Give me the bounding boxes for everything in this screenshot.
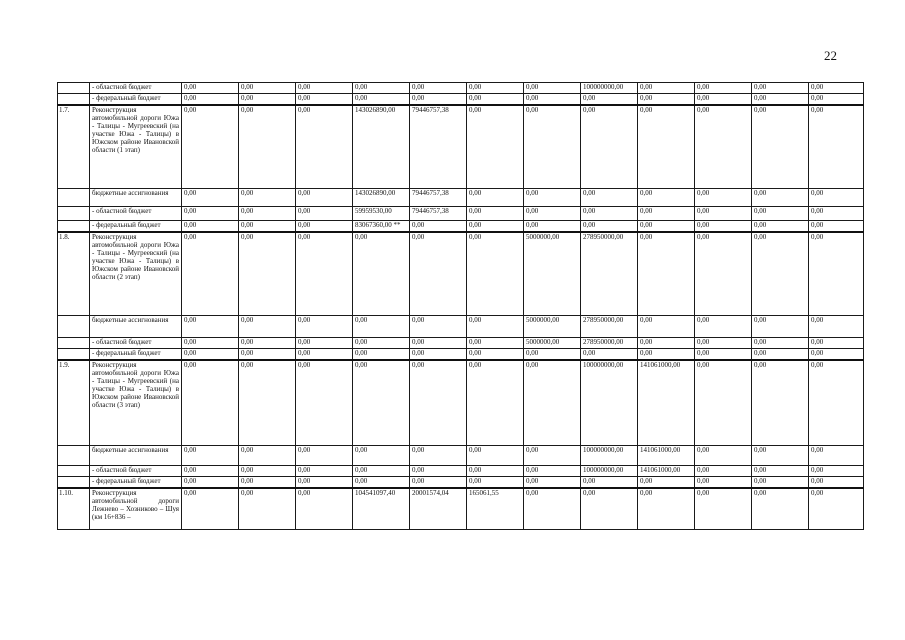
value-cell: 0,00 (695, 221, 752, 232)
value-cell: 0,00 (752, 338, 809, 349)
table-row (58, 221, 864, 232)
value-cell: 0,00 (524, 83, 581, 94)
page-number: 22 (824, 48, 837, 63)
value-cell: 0,00 (239, 105, 296, 189)
table-row (58, 349, 864, 360)
value-cell: 0,00 (752, 349, 809, 360)
table-row (58, 466, 864, 477)
value-cell: 0,00 (752, 83, 809, 94)
value-cell: 0,00 (524, 349, 581, 360)
value-cell: 0,00 (752, 221, 809, 232)
value-cell: 141061000,00 (638, 446, 695, 466)
value-cell: 59959530,00 (353, 207, 410, 221)
value-cell: 165061,55 (467, 488, 524, 530)
value-cell: 0,00 (239, 189, 296, 207)
row-name-cell: - федеральный бюджет (90, 349, 182, 360)
row-index-cell (58, 189, 90, 207)
value-cell: 0,00 (695, 232, 752, 316)
value-cell: 0,00 (296, 232, 353, 316)
row-index-cell (58, 207, 90, 221)
value-cell: 0,00 (296, 316, 353, 338)
value-cell: 100000000,00 (581, 446, 638, 466)
row-name-cell: - областной бюджет (90, 207, 182, 221)
value-cell: 0,00 (524, 189, 581, 207)
value-cell: 104541097,40 (353, 488, 410, 530)
row-index-cell: 1.7. (58, 105, 90, 189)
value-cell: 0,00 (353, 477, 410, 488)
value-cell: 0,00 (353, 349, 410, 360)
value-cell: 0,00 (296, 466, 353, 477)
value-cell: 0,00 (296, 477, 353, 488)
table-row (58, 316, 864, 338)
value-cell: 0,00 (638, 316, 695, 338)
value-cell: 0,00 (695, 360, 752, 446)
row-index-cell (58, 83, 90, 94)
value-cell: 0,00 (296, 446, 353, 466)
value-cell: 100000000,00 (581, 360, 638, 446)
value-cell: 0,00 (467, 94, 524, 105)
value-cell: 0,00 (809, 83, 864, 94)
value-cell: 0,00 (182, 477, 239, 488)
value-cell: 0,00 (410, 232, 467, 316)
table-row (58, 207, 864, 221)
value-cell: 278950000,00 (581, 232, 638, 316)
value-cell: 0,00 (581, 221, 638, 232)
value-cell: 0,00 (410, 83, 467, 94)
value-cell: 0,00 (353, 316, 410, 338)
value-cell: 0,00 (524, 221, 581, 232)
row-name-cell: - областной бюджет (90, 338, 182, 349)
value-cell: 278950000,00 (581, 316, 638, 338)
value-cell: 0,00 (524, 446, 581, 466)
row-name-cell: - федеральный бюджет (90, 477, 182, 488)
row-index-cell (58, 477, 90, 488)
value-cell: 0,00 (752, 232, 809, 316)
value-cell: 0,00 (638, 105, 695, 189)
value-cell: 0,00 (752, 207, 809, 221)
row-name-cell: - федеральный бюджет (90, 221, 182, 232)
value-cell: 0,00 (695, 466, 752, 477)
value-cell: 0,00 (581, 94, 638, 105)
value-cell: 143026890,00 (353, 105, 410, 189)
value-cell: 143026890,00 (353, 189, 410, 207)
value-cell: 0,00 (638, 349, 695, 360)
value-cell: 79446757,38 (410, 207, 467, 221)
value-cell: 0,00 (467, 83, 524, 94)
value-cell: 20001574,04 (410, 488, 467, 530)
value-cell: 0,00 (296, 338, 353, 349)
value-cell: 0,00 (695, 488, 752, 530)
value-cell: 0,00 (752, 477, 809, 488)
value-cell: 0,00 (695, 338, 752, 349)
value-cell: 0,00 (638, 221, 695, 232)
value-cell: 5000000,00 (524, 338, 581, 349)
value-cell: 0,00 (752, 189, 809, 207)
value-cell: 0,00 (182, 338, 239, 349)
table-row (58, 83, 864, 94)
row-name-cell: Реконструкция автомобильной дороги Южа - Талицы - Мугреевский (на участке Южа - Талицы) в Южском районе Ивановской области (2 этап) (90, 232, 182, 316)
value-cell: 0,00 (467, 105, 524, 189)
value-cell: 0,00 (182, 360, 239, 446)
value-cell: 0,00 (239, 94, 296, 105)
value-cell: 0,00 (752, 488, 809, 530)
row-index-cell (58, 338, 90, 349)
value-cell: 79446757,38 (410, 189, 467, 207)
value-cell: 0,00 (353, 446, 410, 466)
value-cell: 0,00 (410, 338, 467, 349)
value-cell: 0,00 (296, 207, 353, 221)
value-cell: 278950000,00 (581, 338, 638, 349)
value-cell: 0,00 (467, 232, 524, 316)
value-cell: 0,00 (809, 338, 864, 349)
value-cell: 0,00 (752, 360, 809, 446)
value-cell: 0,00 (410, 316, 467, 338)
value-cell: 0,00 (410, 94, 467, 105)
value-cell: 0,00 (296, 189, 353, 207)
row-index-cell: 1.8. (58, 232, 90, 316)
value-cell: 0,00 (182, 446, 239, 466)
value-cell: 0,00 (809, 488, 864, 530)
value-cell: 141061000,00 (638, 360, 695, 446)
value-cell: 0,00 (353, 83, 410, 94)
value-cell: 79446757,38 (410, 105, 467, 189)
row-name-cell: - областной бюджет (90, 83, 182, 94)
row-index-cell (58, 316, 90, 338)
value-cell: 0,00 (809, 105, 864, 189)
value-cell: 0,00 (581, 349, 638, 360)
value-cell: 0,00 (467, 446, 524, 466)
table-row (58, 189, 864, 207)
value-cell: 0,00 (467, 316, 524, 338)
value-cell: 0,00 (296, 360, 353, 446)
value-cell: 0,00 (239, 488, 296, 530)
value-cell: 0,00 (239, 338, 296, 349)
value-cell: 0,00 (695, 83, 752, 94)
row-index-cell (58, 466, 90, 477)
value-cell: 0,00 (182, 221, 239, 232)
value-cell: 0,00 (182, 105, 239, 189)
value-cell: 0,00 (809, 189, 864, 207)
value-cell: 0,00 (410, 466, 467, 477)
budget-table (57, 82, 864, 530)
value-cell: 0,00 (239, 221, 296, 232)
value-cell: 0,00 (182, 232, 239, 316)
value-cell: 0,00 (524, 94, 581, 105)
value-cell: 0,00 (638, 83, 695, 94)
value-cell: 0,00 (524, 105, 581, 189)
value-cell: 0,00 (638, 338, 695, 349)
row-name-cell: - областной бюджет (90, 466, 182, 477)
value-cell: 0,00 (296, 94, 353, 105)
value-cell: 0,00 (695, 349, 752, 360)
value-cell: 0,00 (638, 94, 695, 105)
value-cell: 0,00 (410, 477, 467, 488)
value-cell: 0,00 (467, 349, 524, 360)
value-cell: 0,00 (353, 338, 410, 349)
value-cell: 0,00 (296, 83, 353, 94)
value-cell: 0,00 (239, 207, 296, 221)
value-cell: 0,00 (239, 349, 296, 360)
value-cell: 100000000,00 (581, 466, 638, 477)
value-cell: 0,00 (410, 221, 467, 232)
value-cell: 0,00 (524, 477, 581, 488)
value-cell: 0,00 (695, 189, 752, 207)
row-name-cell: - федеральный бюджет (90, 94, 182, 105)
value-cell: 0,00 (182, 316, 239, 338)
row-index-cell (58, 94, 90, 105)
value-cell: 0,00 (524, 466, 581, 477)
row-index-cell (58, 446, 90, 466)
value-cell: 0,00 (581, 189, 638, 207)
value-cell: 0,00 (695, 105, 752, 189)
value-cell: 0,00 (524, 360, 581, 446)
row-name-cell: Реконструкция автомобильной дороги Южа - Талицы - Мугреевский (на участке Южа - Талицы) в Южском районе Ивановской области (3 этап) (90, 360, 182, 446)
row-name-cell: Реконструкция автомобильной дороги Лежнево – Хозниково – Шуя (км 16+836 – (90, 488, 182, 530)
value-cell: 0,00 (638, 189, 695, 207)
value-cell: 0,00 (239, 477, 296, 488)
value-cell: 0,00 (695, 446, 752, 466)
table-row (58, 360, 864, 446)
value-cell: 0,00 (467, 207, 524, 221)
value-cell: 0,00 (239, 446, 296, 466)
table-row (58, 446, 864, 466)
value-cell: 0,00 (182, 94, 239, 105)
value-cell: 0,00 (410, 360, 467, 446)
table-row (58, 488, 864, 530)
value-cell: 0,00 (182, 207, 239, 221)
value-cell: 0,00 (695, 316, 752, 338)
value-cell: 0,00 (467, 466, 524, 477)
value-cell: 0,00 (752, 105, 809, 189)
value-cell: 0,00 (410, 446, 467, 466)
value-cell: 0,00 (752, 446, 809, 466)
value-cell: 0,00 (239, 466, 296, 477)
row-index-cell (58, 221, 90, 232)
value-cell: 0,00 (638, 488, 695, 530)
value-cell: 0,00 (467, 338, 524, 349)
value-cell: 0,00 (296, 349, 353, 360)
value-cell: 5000000,00 (524, 316, 581, 338)
value-cell: 0,00 (239, 232, 296, 316)
value-cell: 0,00 (809, 477, 864, 488)
value-cell: 0,00 (809, 466, 864, 477)
value-cell: 5000000,00 (524, 232, 581, 316)
value-cell: 0,00 (809, 349, 864, 360)
value-cell: 0,00 (182, 189, 239, 207)
value-cell: 0,00 (182, 488, 239, 530)
value-cell: 0,00 (524, 488, 581, 530)
value-cell: 0,00 (809, 94, 864, 105)
value-cell: 0,00 (695, 477, 752, 488)
value-cell: 0,00 (581, 477, 638, 488)
value-cell: 0,00 (752, 316, 809, 338)
row-index-cell: 1.10. (58, 488, 90, 530)
value-cell: 100000000,00 (581, 83, 638, 94)
table-row (58, 105, 864, 189)
row-index-cell: 1.9. (58, 360, 90, 446)
value-cell: 0,00 (809, 232, 864, 316)
value-cell: 0,00 (638, 232, 695, 316)
value-cell: 0,00 (581, 488, 638, 530)
table-row (58, 338, 864, 349)
value-cell: 0,00 (467, 477, 524, 488)
value-cell: 0,00 (752, 466, 809, 477)
value-cell: 0,00 (695, 207, 752, 221)
row-name-cell: бюджетные ассигнования (90, 316, 182, 338)
table-row (58, 477, 864, 488)
value-cell: 0,00 (239, 316, 296, 338)
value-cell: 0,00 (467, 189, 524, 207)
value-cell: 0,00 (809, 207, 864, 221)
value-cell: 0,00 (752, 94, 809, 105)
value-cell: 0,00 (638, 207, 695, 221)
value-cell: 0,00 (182, 349, 239, 360)
table-body (58, 83, 864, 530)
row-index-cell (58, 349, 90, 360)
value-cell: 0,00 (296, 105, 353, 189)
value-cell: 0,00 (410, 349, 467, 360)
value-cell: 0,00 (809, 446, 864, 466)
value-cell: 0,00 (296, 221, 353, 232)
row-name-cell: бюджетные ассигнования (90, 189, 182, 207)
value-cell: 0,00 (182, 466, 239, 477)
value-cell: 0,00 (353, 360, 410, 446)
table-row (58, 94, 864, 105)
row-name-cell: бюджетные ассигнования (90, 446, 182, 466)
value-cell: 0,00 (581, 105, 638, 189)
value-cell: 141061000,00 (638, 466, 695, 477)
value-cell: 83067360,00 ** (353, 221, 410, 232)
value-cell: 0,00 (353, 232, 410, 316)
value-cell: 0,00 (524, 207, 581, 221)
row-name-cell: Реконструкция автомобильной дороги Южа - Талицы - Мугреевский (на участке Южа - Талицы) в Южском районе Ивановской области (1 этап) (90, 105, 182, 189)
value-cell: 0,00 (581, 207, 638, 221)
value-cell: 0,00 (182, 83, 239, 94)
value-cell: 0,00 (809, 221, 864, 232)
value-cell: 0,00 (809, 316, 864, 338)
value-cell: 0,00 (353, 94, 410, 105)
value-cell: 0,00 (809, 360, 864, 446)
value-cell: 0,00 (239, 360, 296, 446)
value-cell: 0,00 (296, 488, 353, 530)
table-row (58, 232, 864, 316)
value-cell: 0,00 (638, 477, 695, 488)
value-cell: 0,00 (467, 221, 524, 232)
value-cell: 0,00 (467, 360, 524, 446)
value-cell: 0,00 (353, 466, 410, 477)
value-cell: 0,00 (239, 83, 296, 94)
value-cell: 0,00 (695, 94, 752, 105)
